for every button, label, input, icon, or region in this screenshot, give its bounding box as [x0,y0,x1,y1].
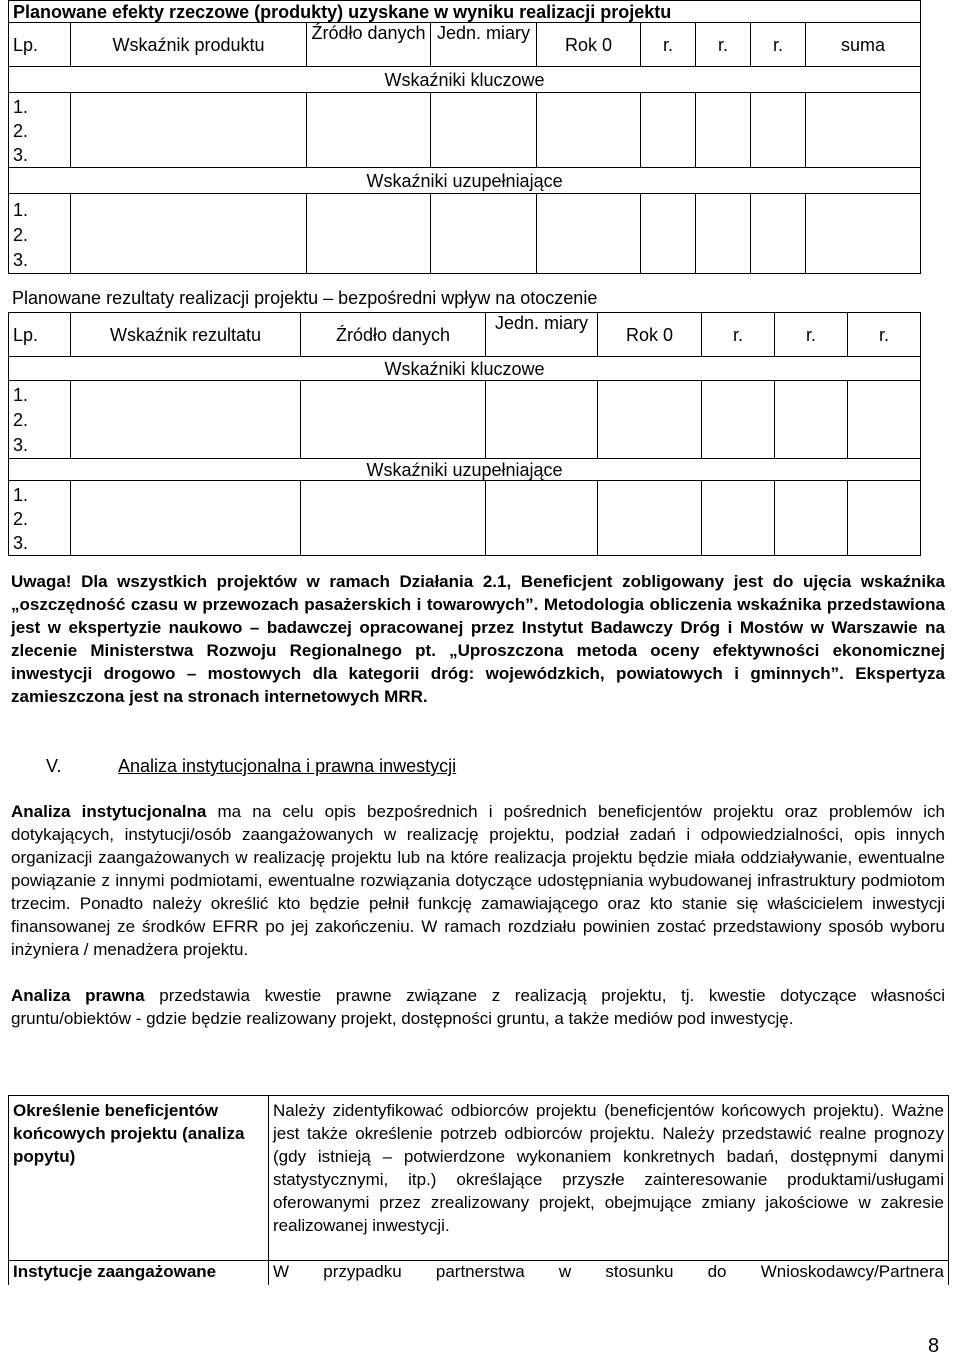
section-supplementary-indicators: Wskaźniki uzupełniające [9,459,921,481]
section-key-indicators: Wskaźniki kluczowe [9,67,921,93]
col-lp: Lp. [9,313,71,357]
col-year: r. [751,23,806,67]
col-source: Źródło danych [307,23,431,67]
section-key-indicators: Wskaźniki kluczowe [9,357,921,381]
col-unit: Jedn. miary [431,23,537,67]
institutional-analysis-lead: Analiza instytucjonalna [11,802,207,821]
col-year: r. [641,23,696,67]
col-indicator: Wskaźnik produktu [71,23,307,67]
products-table-title: Planowane efekty rzeczowe (produkty) uzyskane w wyniku realizacji projektu [9,1,921,23]
col-year: r. [775,313,848,357]
col-year: r. [696,23,751,67]
institutions-text: W przypadku partnerstwa w stosunku do Wnioskodawcy/Partnera [269,1261,949,1285]
beneficiaries-table [8,1095,949,1285]
institutional-analysis-paragraph: Analiza instytucjonalna ma na celu opis bezpośrednich i pośrednich beneficjentów projektu oraz problemów ich dotykających, instytucji/osób zaangażowanych w realizację projektu, podział zadań i odpowiedzialności, opis innych organizacji zaangażowanych w realizację projektu lub na które realizacja projektu będzie miała oddziaływanie, ewentualne powiązanie z innymi podmiotami, ewentualne rozwiązania dotyczące udostępniania wybudowanej infrastruktury podmiotom trzecim. Ponadto należy określić kto będzie pełnił funkcję zamawiającego oraz kto stanie się właścicielem inwestycji finansowanej ze środków EFRR po jej zakończeniu. W ramach rozdziału powinien zostać przedstawiony sposób wyboru inżyniera / menadżera projektu. [11,802,945,959]
beneficiaries-label: Określenie beneficjentów końcowych projektu (analiza popytu) [9,1096,269,1261]
note-paragraph: Uwaga! Dla wszystkich projektów w ramach Działania 2.1, Beneficjent zobligowany jest do ujęcia wskaźnika „oszczędność czasu w przewozach pasażerskich i towarowych”. Metodologia obliczenia wskaźnika przedstawiona jest w ekspertyzie naukowo – badawczej opracowanej przez Instytut Badawczy Dróg i Mostów w Warszawie na zlecenie Ministerstwa Rozwoju Regionalnego pt. „Uproszczona metoda oceny efektywności ekonomicznej inwestycji drogowo – mostowych dla kategorii dróg: wojewódzkich, powiatowych i gminnych”. Ekspertyza zamieszczona jest na stronach internetowych MRR. [11,572,945,706]
products-table [8,0,921,274]
col-year0: Rok 0 [537,23,641,67]
col-year: r. [702,313,775,357]
legal-analysis-lead: Analiza prawna [11,986,145,1005]
beneficiaries-text: Należy zidentyfikować odbiorców projektu (beneficjentów końcowych projektu). Ważne jest także określenie potrzeb odbiorców projektu. Należy przedstawić realne prognozy (gdy istnieją – potwierdzone wykonaniem konkretnych badań, dostępnymi danymi statystycznymi, itp.) określające przyszłe zainteresowanie produktami/usługami oferowanymi przez zrealizowany projekt, obejmujące zmiany jakościowe w zakresie realizowanej inwestycji. [269,1096,949,1261]
section-title: Analiza instytucjonalna i prawna inwestycji [118,756,457,776]
col-sum: suma [806,23,921,67]
row-numbers: 1. 2. 3. [9,194,71,274]
col-indicator: Wskaźnik rezultatu [71,313,301,357]
col-year: r. [848,313,921,357]
legal-analysis-paragraph: Analiza prawna przedstawia kwestie prawne związane z realizacją projektu, tj. kwestie dotyczące własności gruntu/obiektów - gdzie będzie realizowany projekt, dostępności gruntu, a także mediów pod inwestycję. [11,986,945,1028]
col-unit: Jedn. miary [486,313,598,357]
row-numbers: 1. 2. 3. [9,381,71,459]
row-numbers: 1. 2. 3. [9,93,71,168]
col-year0: Rok 0 [598,313,702,357]
col-source: Źródło danych [301,313,486,357]
section-supplementary-indicators: Wskaźniki uzupełniające [9,168,921,194]
results-table-title: Planowane rezultaty realizacji projektu – bezpośredni wpływ na otoczenie [12,288,598,308]
results-table [8,312,921,556]
row-numbers: 1. 2. 3. [9,481,71,556]
institutions-label: Instytucje zaangażowane [9,1261,269,1285]
page-number: 8 [928,1335,940,1357]
col-lp: Lp. [9,23,71,67]
section-number: V. [46,756,62,776]
